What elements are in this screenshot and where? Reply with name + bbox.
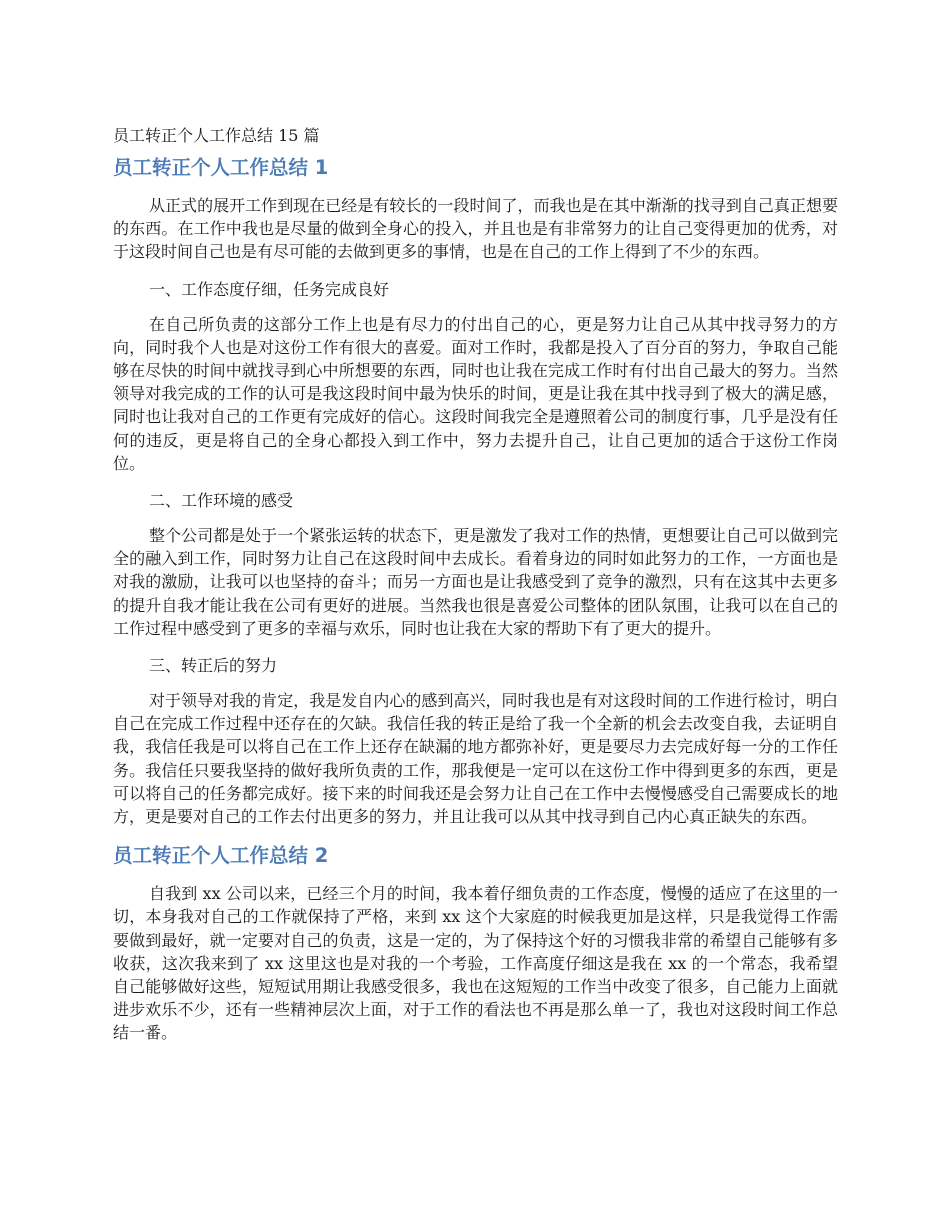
paragraph: 从正式的展开工作到现在已经是有较长的一段时间了，而我也是在其中渐渐的找寻到自己真正想要的东西。在工作中我也是尽量的做到全身心的投入，并且也是有非常努力的让自己变得更加的优秀，对于这段时间自己也是有尽可能的去做到更多的事情，也是在自己的工作上得到了不少的东西。 xyxy=(113,196,838,262)
paragraph: 对于领导对我的肯定，我是发自内心的感到高兴，同时我也是有对这段时间的工作进行检讨，明白自己在完成工作过程中还存在的欠缺。我信任我的转正是给了我一个全新的机会去改变自我，去证明自我，我信任我是可以将自己在工作上还存在缺漏的地方都弥补好，更是要尽力去完成好每一分的工作任务。我信任只要我坚持的做好我所负责的工作，那我便是一定可以在这份工作中得到更多的东西，更是可以将自己的任务都完成好。接下来的时间我还是会努力让自己在工作中去慢慢感受自己需要成长的地方，更是要对自己的工作去付出更多的努力，并且让我可以从其中找寻到自己内心真正缺失的东西。 xyxy=(113,691,838,827)
section-heading: 员工转正个人工作总结 2 xyxy=(113,844,329,868)
paragraph: 整个公司都是处于一个紧张运转的状态下，更是激发了我对工作的热情，更想要让自己可以做到完全的融入到工作，同时努力让自己在这段时间中去成长。看着身边的同时如此努力的工作，一方面也是对我的激励，让我可以也坚持的奋斗；而另一方面也是让我感受到了竞争的激烈，只有在这其中去更多的提升自我才能让我在公司有更好的进展。当然我也很是喜爱公司整体的团队氛围，让我可以在自己的工作过程中感受到了更多的幸福与欢乐，同时也让我在大家的帮助下有了更大的提升。 xyxy=(113,526,838,638)
section-heading: 员工转正个人工作总结 1 xyxy=(113,156,329,179)
subheading: 三、转正后的努力 xyxy=(149,656,278,676)
document-title: 员工转正个人工作总结 15 篇 xyxy=(113,126,320,145)
document-page xyxy=(113,120,838,1059)
subheading: 一、工作态度仔细，任务完成良好 xyxy=(149,279,390,299)
paragraph: 自我到 xx 公司以来，已经三个月的时间，我本着仔细负责的工作态度，慢慢的适应了在这里的一切，本身我对自己的工作就保持了严格，来到 xx 这个大家庭的时候我更加是这样，只是我觉得工作需要做到最好，就一定要对自己的负责，这是一定的，为了保持这个好的习惯我非常的希望自己能够有多收获，这次我来到了 xx 这里这也是对我的一个考验，工作高度仔细这是我在 xx 的一个常态，我希望自己能够做好这些，短短试用期让我感受很多，我也在这短短的工作当中改变了很多，自己能力上面就进步欢乐不少，还有一些精神层次上面，对于工作的看法也不再是那么单一了，我也对这段时间工作总结一番。 xyxy=(113,884,838,1043)
section-1 xyxy=(113,154,838,828)
section-2 xyxy=(113,842,838,1044)
paragraph: 在自己所负责的这部分工作上也是有尽力的付出自己的心，更是努力让自己从其中找寻努力的方向，同时我个人也是对这份工作有很大的喜爱。面对工作时，我都是投入了百分百的努力，争取自己能够在尽快的时间中就找寻到心中所想要的东西，同时也让我在完成工作时有付出自己最大的努力。当然领导对我完成的工作的认可是我这段时间中最为快乐的时间，更是让我在其中找寻到了极大的满足感，同时也让我对自己的工作更有完成好的信心。这段时间我完全是遵照着公司的制度行事，几乎是没有任何的违反，更是将自己的全身心都投入到工作中，努力去提升自己，让自己更加的适合于这份工作岗位。 xyxy=(113,314,838,473)
subheading: 二、工作环境的感受 xyxy=(149,491,294,511)
